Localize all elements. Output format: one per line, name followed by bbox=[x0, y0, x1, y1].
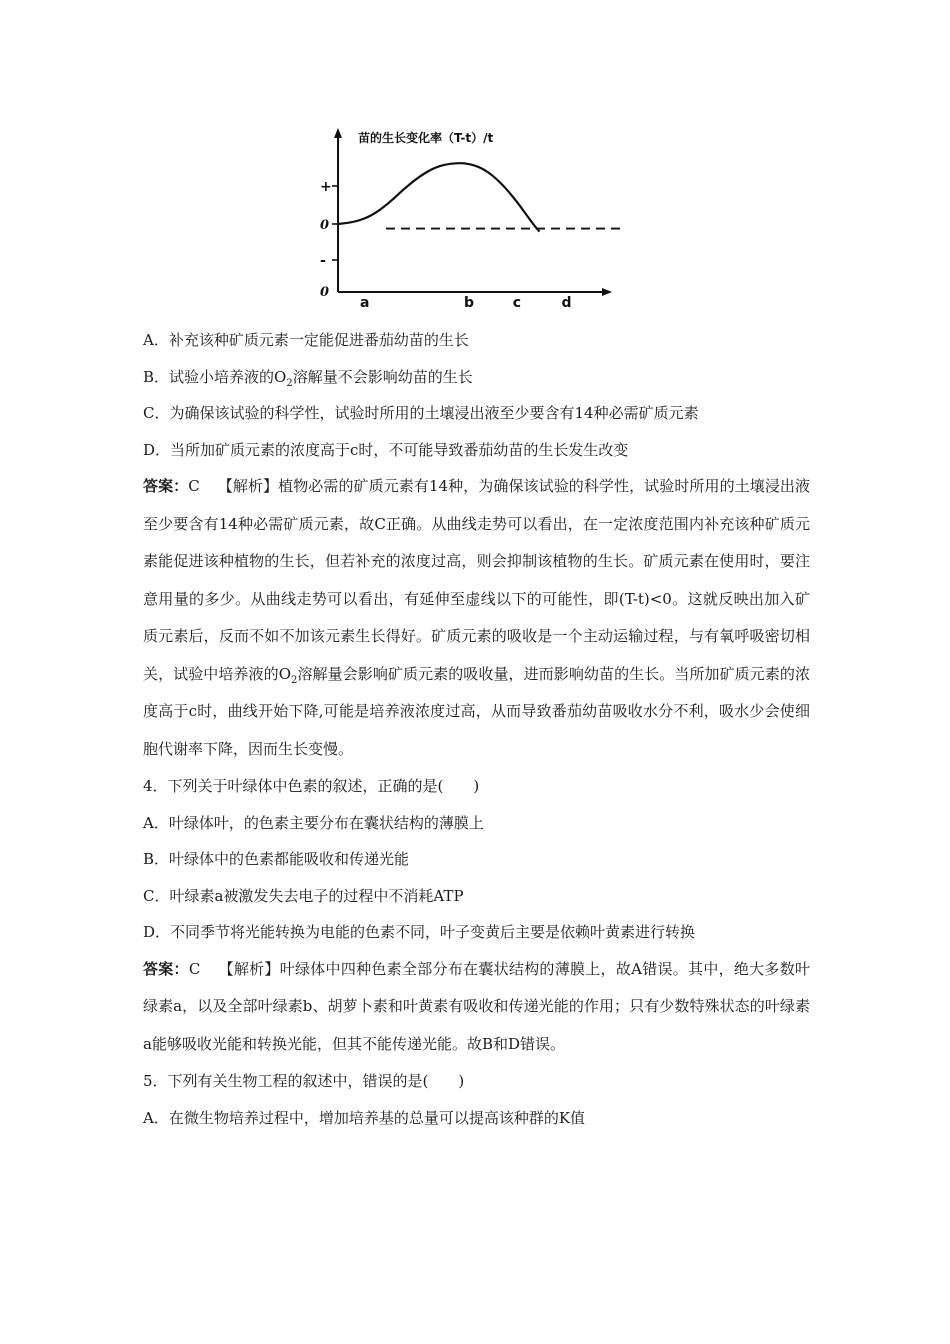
q3-option-b-text: B．试验小培养液的O bbox=[143, 367, 287, 386]
q3-answer-label: 答案： bbox=[143, 477, 189, 495]
q3-option-b bbox=[143, 359, 810, 396]
q4-option-b: B．叶绿体中的色素都能吸收和传递光能 bbox=[143, 850, 410, 868]
x-tick-label-c: c bbox=[512, 295, 522, 310]
q4-stem: 4．下列关于叶绿体中色素的叙述，正确的是( ) bbox=[143, 777, 480, 795]
q3-option-d: D．当所加矿质元素的浓度高于c时，不可能导致番茄幼苗的生长发生改变 bbox=[143, 440, 629, 459]
q4-answer bbox=[143, 951, 810, 1064]
q3-answer-sub: 2 bbox=[291, 674, 298, 686]
q4-option-d: D．不同季节将光能转换为电能的色素不同，叶子变黄后主要是依赖叶黄素进行转换 bbox=[143, 923, 696, 941]
x-tick-label-b: b bbox=[464, 295, 475, 310]
y-label-plus: + bbox=[320, 179, 332, 195]
origin-label: 0 bbox=[320, 285, 330, 300]
growth-rate-chart bbox=[310, 120, 630, 310]
q4-answer-label: 答案： bbox=[143, 959, 189, 978]
q3-option-b-tail: 溶解量不会影响幼苗的生长 bbox=[292, 367, 473, 386]
q3-answer bbox=[143, 468, 810, 768]
q3-option-b-sub: 2 bbox=[286, 377, 293, 389]
chart-title: 苗的生长变化率（T-t）/t bbox=[358, 131, 494, 145]
question-text bbox=[143, 322, 810, 1136]
q5-stem: 5．下列有关生物工程的叙述中，错误的是( ) bbox=[143, 1072, 465, 1090]
q3-option-a: A．补充该种矿质元素一定能促进番茄幼苗的生长 bbox=[143, 331, 469, 349]
q4-answer-choice: C bbox=[188, 959, 201, 978]
x-tick-label-d: d bbox=[561, 295, 572, 310]
q3-answer-explanation: 【解析】植物必需的矿质元素有14种，为确保该试验的科学性，试验时所用的土壤浸出液至少要含有14种必需矿质元素，故C正确。从曲线走势可以看出，在一定浓度范围内补充该种矿质元素能促进该种植物的生长，但若补充的浓度过高，则会抑制该植物的生长。矿质元素在使用时，要注意用量的多少。从曲线走势可以看出，有延伸至虚线以下的可能性，即(T-t)<0。这就反映出加入矿质元素后，反而不如不加该元素生长得好。矿质元素的吸收是一个主动运输过程，与有氧呼吸密切相关，试验中培养液的O bbox=[143, 477, 810, 683]
q3-option-c: C．为确保该试验的科学性，试验时所用的土壤浸出液至少要含有14种必需矿质元素 bbox=[143, 404, 699, 422]
q3-answer-choice: C bbox=[188, 477, 200, 495]
y-axis-arrow bbox=[334, 128, 342, 138]
x-axis-arrow bbox=[602, 288, 612, 296]
q5-option-a: A．在微生物培养过程中，增加培养基的总量可以提高该种群的K值 bbox=[143, 1108, 586, 1127]
y-label-zero: 0 bbox=[320, 218, 330, 233]
q4-option-a: A．叶绿体叶，的色素主要分布在囊状结构的薄膜上 bbox=[143, 813, 484, 832]
y-label-minus: - bbox=[320, 253, 326, 269]
q4-answer-explanation: 【解析】叶绿体中四种色素全部分布在囊状结构的薄膜上，故A错误。其中，绝大多数叶绿素a，以及全部叶绿素b、胡萝卜素和叶黄素有吸收和传递光能的作用；只有少数特殊状态的叶绿素a能够吸收光能和转换光能，但其不能传递光能。故B和D错误。 bbox=[143, 959, 810, 1053]
q3-answer-explanation-tail: 溶解量会影响矿质元素的吸收量，进而影响幼苗的生长。当所加矿质元素的浓度高于c时，曲线开始下降,可能是培养液浓度过高，从而导致番茄幼苗吸收水分不利，吸水少会使细胞代谢率下降，因而生长变慢。 bbox=[143, 664, 810, 758]
chart-svg bbox=[310, 120, 630, 310]
growth-curve bbox=[338, 163, 540, 231]
q4-option-c: C．叶绿素a被激发失去电子的过程中不消耗ATP bbox=[143, 886, 464, 905]
x-labels bbox=[360, 295, 572, 310]
x-tick-label-a: a bbox=[360, 295, 370, 310]
